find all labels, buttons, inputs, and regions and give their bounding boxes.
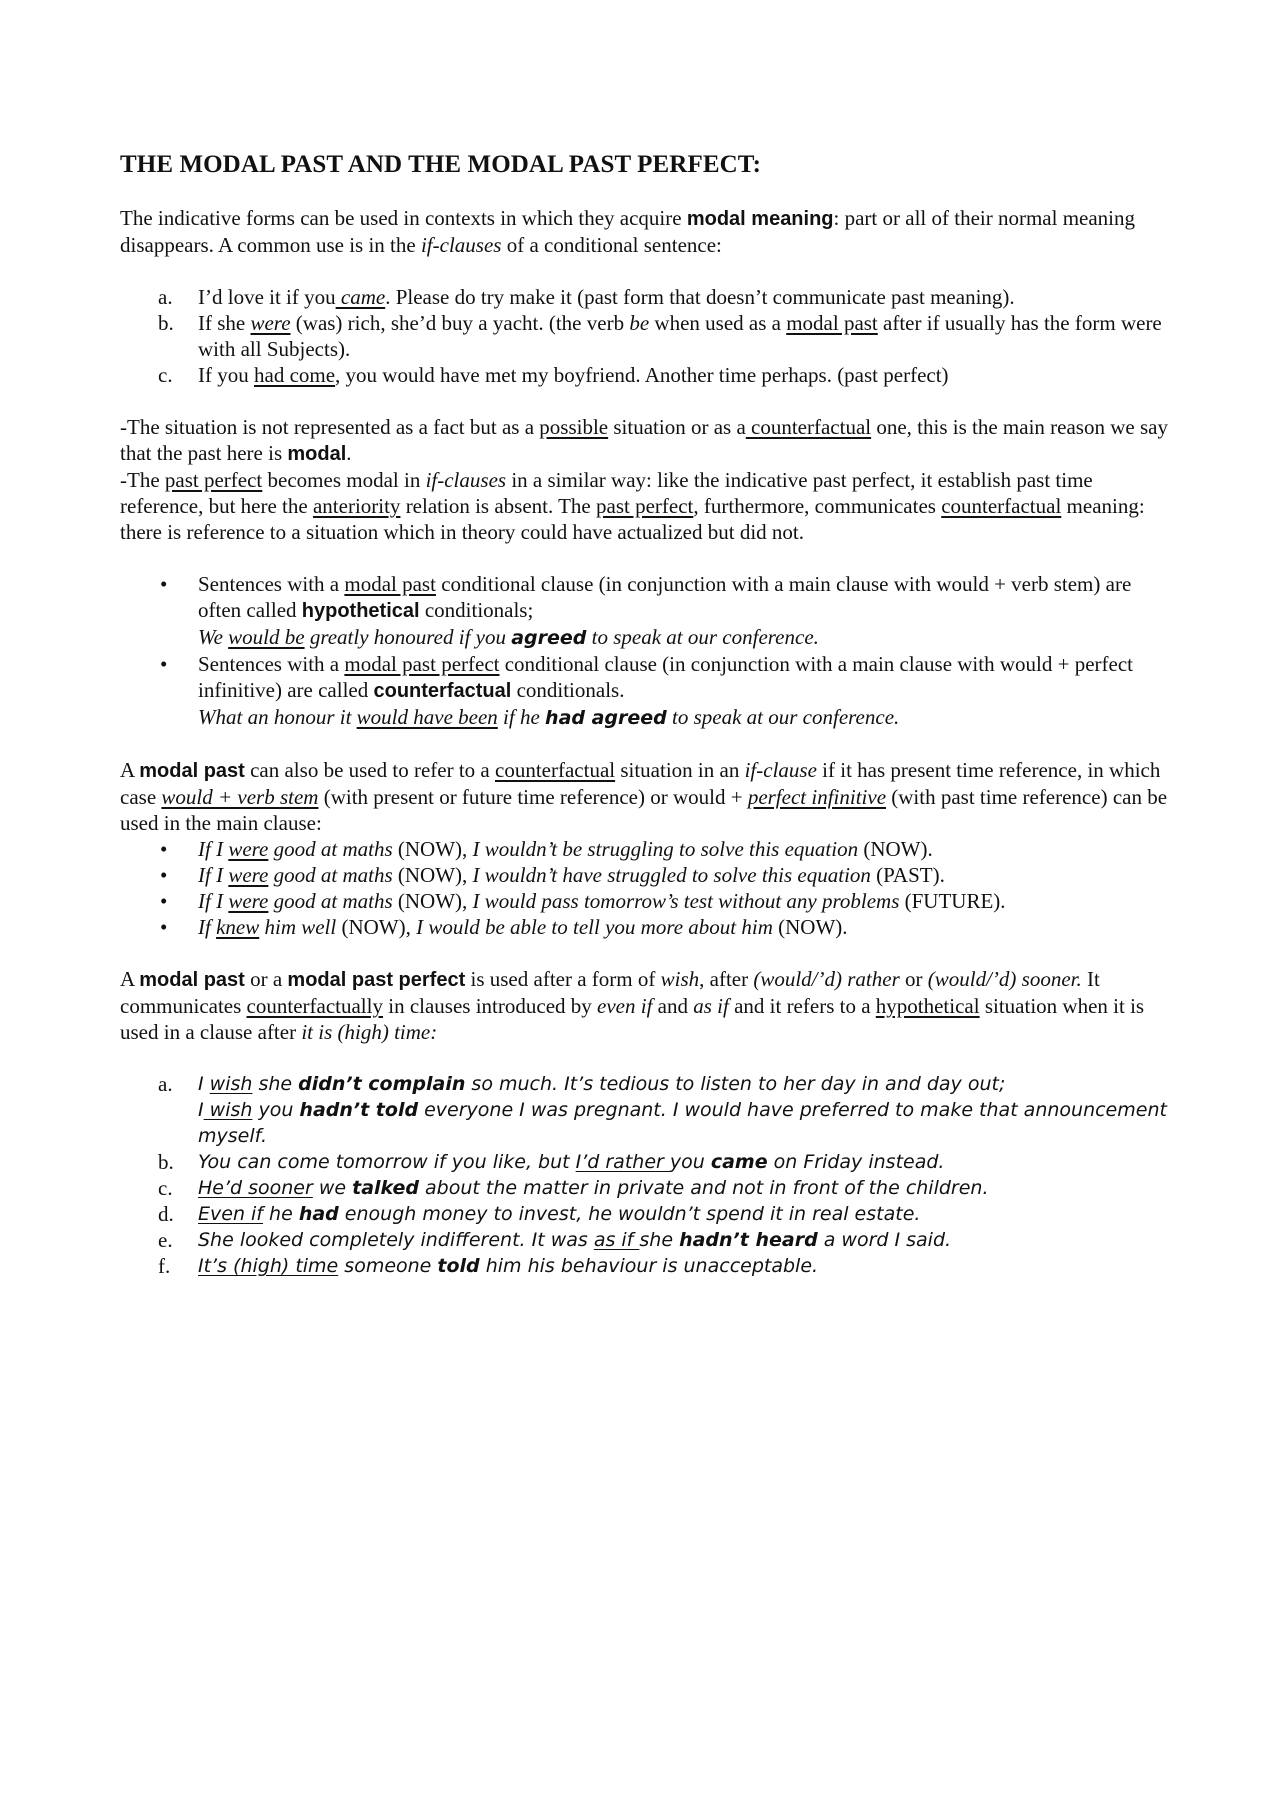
underlined-term: past perfect xyxy=(596,494,694,518)
italic-term: it is (high) time: xyxy=(301,1020,438,1044)
bold-term: talked xyxy=(352,1177,419,1199)
bullet-marker: • xyxy=(160,889,168,913)
bold-term: agreed xyxy=(511,627,587,649)
underlined-term: He’d sooner xyxy=(198,1177,313,1199)
bullet-item: • Sentences with a modal past perfect conditional clause (in conjunction with a main clause with would + perfect infinitive) are called counterfactual conditionals. What an honour it would have been if he had agreed to speak at our conference. xyxy=(120,651,1170,731)
bold-term: modal meaning xyxy=(686,208,834,230)
list-item: a. I’d love it if you came. Please do try make it (past form that doesn’t communicate past meaning). xyxy=(158,285,1015,309)
underlined-term: anteriority xyxy=(312,494,401,518)
underlined-term: as if xyxy=(593,1229,640,1251)
underlined-term: had come xyxy=(254,363,336,387)
underlined-term: past perfect xyxy=(164,468,263,492)
underlined-term: possible xyxy=(539,415,609,439)
italic-term: if-clauses xyxy=(425,468,507,492)
underlined-term: would + verb stem xyxy=(161,785,319,809)
italic-term: as if xyxy=(693,994,729,1018)
list-item: e. She looked completely indifferent. It was as if she hadn’t heard a word I said. xyxy=(158,1228,952,1252)
underlined-term: wish xyxy=(209,1073,253,1095)
page-title: THE MODAL PAST AND THE MODAL PAST PERFECT: xyxy=(120,151,762,178)
bullet-item: • Sentences with a modal past conditional clause (in conjunction with a main clause with would + verb stem) are often called hypothetical conditionals; We would be greatly honoured if you agreed to speak at our conference. xyxy=(120,571,1170,651)
italic-term: (would/’d) sooner. xyxy=(927,967,1082,991)
underlined-term: counterfactually xyxy=(246,994,383,1018)
list-marker: a. xyxy=(158,285,173,309)
conditional-examples-list xyxy=(120,284,1170,388)
list-marker: b. xyxy=(158,1150,174,1174)
underlined-term: modal past xyxy=(344,572,436,596)
modal-past-paragraph: A modal past can also be used to refer to a counterfactual situation in an if-clause if it has present time reference, in which case would + verb stem (with present or future time reference) or would + perfect infinitive (with past time reference) can be used in the main clause: xyxy=(120,758,1168,835)
wish-rather-paragraph: A modal past or a modal past perfect is used after a form of wish, after (would/’d) rather or (would/’d) sooner. It communicates counterfactually in clauses introduced by even if and as if and it refers to a hypothetical situation when it is used in a clause after it is (high) time: xyxy=(120,967,1145,1044)
situation-paragraph: -The situation is not represented as a fact but as a possible situation or as a counterfactual one, this is the main reason we say that the past here is modal. xyxy=(120,415,1168,465)
underlined-term: came xyxy=(335,285,386,309)
list-marker: a. xyxy=(158,1072,173,1096)
list-marker: b. xyxy=(158,311,174,335)
bullet-item: • If knew him well (NOW), I would be able to tell you more about him (NOW). xyxy=(160,915,848,939)
list-item: c. If you had come, you would have met my boyfriend. Another time perhaps. (past perfect) xyxy=(158,363,949,387)
bullet-marker: • xyxy=(160,915,168,939)
underlined-term: I’d rather xyxy=(575,1151,670,1173)
bold-term: modal past xyxy=(139,760,245,782)
example-sentence: What an honour it would have been if he had agreed to speak at our conference. xyxy=(198,705,900,729)
list-item: f. It’s (high) time someone told him his behaviour is unacceptable. xyxy=(158,1254,819,1278)
list-item: d. Even if he had enough money to invest, he wouldn’t spend it in real estate. xyxy=(158,1202,921,1226)
underlined-term: counterfactual xyxy=(745,415,872,439)
bullet-item: • If I were good at maths (NOW), I wouldn’t be struggling to solve this equation (NOW). xyxy=(160,837,933,861)
list-item: b. You can come tomorrow if you like, but I’d rather you came on Friday instead. xyxy=(158,1150,945,1174)
example-sentence: We would be greatly honoured if you agreed to speak at our conference. xyxy=(198,625,819,649)
underlined-term: perfect infinitive xyxy=(747,785,887,809)
italic-term: even if xyxy=(597,994,653,1018)
italic-term: wish xyxy=(660,967,700,991)
bold-term: came xyxy=(710,1151,768,1173)
underlined-term: wish xyxy=(203,1099,253,1121)
underlined-term: modal past xyxy=(786,311,878,335)
bullet-marker: • xyxy=(160,837,168,861)
bold-term: had xyxy=(298,1203,339,1225)
bold-term: didn’t complain xyxy=(298,1073,466,1095)
bold-term: modal xyxy=(287,443,347,465)
bullet-marker: • xyxy=(160,652,168,676)
time-reference-examples xyxy=(120,836,1170,940)
intro-paragraph: The indicative forms can be used in contexts in which they acquire modal meaning: part or all of their normal meaning disappears. A common use is in the if-clauses of a conditional sentence: xyxy=(120,206,1136,257)
conditional-types-list xyxy=(120,571,1170,731)
list-item: b. If she were (was) rich, she’d buy a yacht. (the verb be when used as a modal past after if usually has the form were with all Subjects). xyxy=(158,311,1162,361)
underlined-term: were xyxy=(228,863,269,887)
bullet-item: • If I were good at maths (NOW), I wouldn’t have struggled to solve this equation (PAST). xyxy=(160,863,945,887)
list-marker: e. xyxy=(158,1228,173,1252)
underlined-term: counterfactual xyxy=(495,758,616,782)
bold-term: modal past xyxy=(139,969,245,991)
document-page xyxy=(120,150,1170,1279)
bold-term: told xyxy=(437,1255,480,1277)
underlined-term: were xyxy=(228,889,269,913)
underlined-term: It’s (high) time xyxy=(198,1255,339,1277)
bold-term: hypothetical xyxy=(301,600,420,622)
underlined-term: Even if xyxy=(198,1203,263,1225)
underlined-term: modal past perfect xyxy=(344,652,500,676)
underlined-term: hypothetical xyxy=(875,994,980,1018)
past-perfect-paragraph: -The past perfect becomes modal in if-clauses in a similar way: like the indicative past perfect, it establish past time reference, but here the anteriority relation is absent. The past perfect, furthermore, communicates counterfactual meaning: there is reference to a situation which in theory could have actualized but did not. xyxy=(120,468,1145,544)
bullet-marker: • xyxy=(160,572,168,596)
italic-term: be xyxy=(629,311,650,335)
list-marker: d. xyxy=(158,1202,174,1226)
list-marker: c. xyxy=(158,363,173,387)
list-item: c. He’d sooner we talked about the matter in private and not in front of the children. xyxy=(158,1176,989,1200)
bullet-marker: • xyxy=(160,863,168,887)
list-marker: f. xyxy=(158,1254,171,1278)
italic-term: if-clauses xyxy=(420,233,502,257)
bold-term: hadn’t heard xyxy=(679,1229,818,1251)
italic-term: (would/’d) rather xyxy=(753,967,900,991)
bullet-item: • If I were good at maths (NOW), I would pass tomorrow’s test without any problems (FUTURE). xyxy=(160,889,1006,913)
underlined-term: were xyxy=(228,837,269,861)
bold-term: counterfactual xyxy=(373,680,512,702)
bold-term: had agreed xyxy=(545,707,667,729)
bold-term: hadn’t told xyxy=(299,1099,419,1121)
italic-term: if-clause xyxy=(744,758,817,782)
list-item: a. I wish she didn’t complain so much. It’s tedious to listen to her day in and day out; I wish you hadn’t told everyone I was pregnant. I would have preferred to make that announcement myself. xyxy=(158,1072,1167,1147)
underlined-term: counterfactual xyxy=(941,494,1062,518)
bold-term: modal past perfect xyxy=(287,969,466,991)
wish-examples-list xyxy=(120,1071,1170,1279)
underlined-term: would have been xyxy=(356,705,498,729)
underlined-term: were xyxy=(250,311,291,335)
underlined-term: would be xyxy=(228,625,305,649)
underlined-term: knew xyxy=(216,915,260,939)
list-marker: c. xyxy=(158,1176,173,1200)
